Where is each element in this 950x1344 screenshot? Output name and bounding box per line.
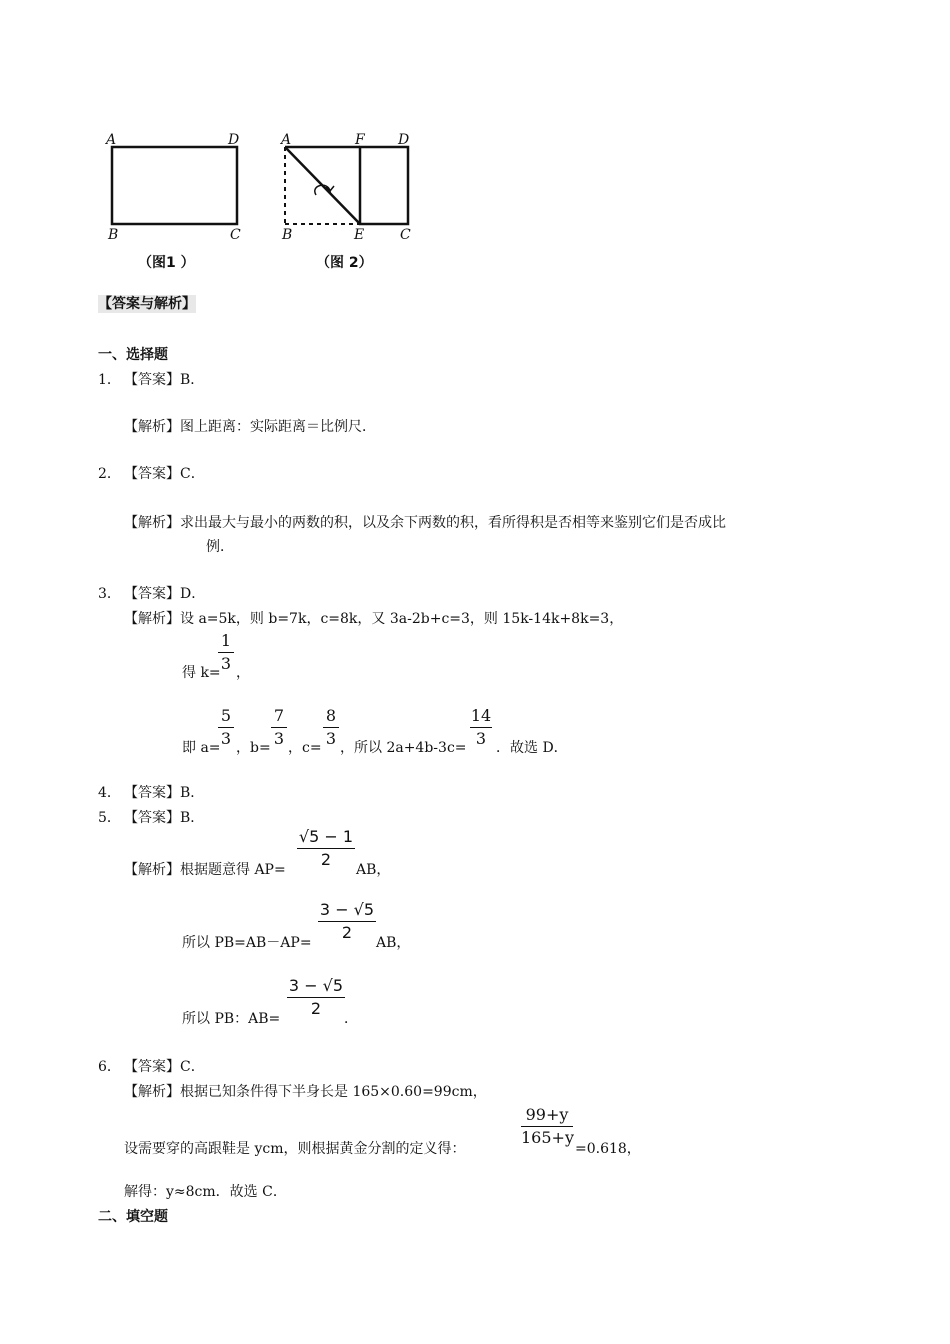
fig2-caption: （图 2） <box>316 255 373 271</box>
q3-k-fraction <box>218 632 234 673</box>
q3-ji-prefix: 即 a= <box>182 740 221 756</box>
q3-b-num: 7 <box>273 706 285 725</box>
q5-line3-suffix: ． <box>344 1011 358 1027</box>
fig1-caption: （图1 ） <box>138 255 195 271</box>
q3-so-prefix: ，所以 2a+4b-3c= <box>340 740 467 756</box>
q5-f1-num: √5 − 1 <box>298 827 354 846</box>
section-title: 【答案与解析】 <box>98 296 196 312</box>
q3-b-fraction <box>271 707 287 748</box>
rectangle-abcd <box>112 147 237 224</box>
q3-c-prefix: ，c= <box>288 740 322 756</box>
part2-heading: 二、填空题 <box>98 1209 168 1225</box>
fig1-label-b: B <box>108 227 119 243</box>
fig2-label-e: E <box>354 227 365 243</box>
q5-f3-den: 2 <box>310 999 322 1018</box>
q3-a-fraction <box>218 707 234 748</box>
q3-b-den: 3 <box>273 729 285 748</box>
q6-golden-fraction <box>521 1106 573 1147</box>
q3-k-den: 3 <box>220 654 232 673</box>
fig2-label-d: D <box>398 132 410 148</box>
fig2-label-c: C <box>400 227 411 243</box>
q3-c-num: 8 <box>325 706 337 725</box>
q3-a-num: 5 <box>220 706 232 725</box>
q5-ratio-fraction <box>287 977 345 1018</box>
q1-analysis: 【解析】图上距离：实际距离＝比例尺． <box>124 419 376 435</box>
rectangle-fecd <box>360 147 408 224</box>
q6-line3: 解得：y≈8cm．故选 C． <box>124 1184 287 1200</box>
q3-b-prefix: ，b= <box>236 740 271 756</box>
q4-answer: 【答案】B． <box>124 785 205 801</box>
q3-end: ．故选 D． <box>496 740 568 756</box>
q5-f3-num: 3 − √5 <box>288 976 344 995</box>
q6-line2-prefix: 设需要穿的高跟鞋是 ycm，则根据黄金分割的定义得： <box>124 1141 466 1157</box>
q5-line1-suffix: AB， <box>356 862 391 878</box>
fig2-label-b: B <box>282 227 293 243</box>
q5-line3-prefix: 所以 PB：AB= <box>182 1011 281 1027</box>
q5-f2-den: 2 <box>341 923 353 942</box>
part1-heading: 一、选择题 <box>98 347 168 363</box>
q3-k-num: 1 <box>220 631 232 650</box>
q3-a-den: 3 <box>220 729 232 748</box>
q4-number: 4． <box>98 785 121 801</box>
q2-analysis-line2: 例． <box>206 539 234 555</box>
q6-line2-suffix: =0.618， <box>575 1141 641 1157</box>
fig1-label-c: C <box>230 227 241 243</box>
q1-number: 1． <box>98 372 121 388</box>
q5-line2-prefix: 所以 PB=AB－AP= <box>182 935 312 951</box>
q3-number: 3． <box>98 586 121 602</box>
q6-analysis-line1: 【解析】根据已知条件得下半身长是 165×0.60=99cm， <box>124 1084 487 1100</box>
q5-ap-fraction <box>297 828 355 869</box>
q3-k-suffix: ， <box>236 665 250 681</box>
q3-r-num: 14 <box>470 706 492 725</box>
q1-answer: 【答案】B． <box>124 372 205 388</box>
q3-result-fraction <box>470 707 492 748</box>
q2-analysis-line1: 【解析】求出最大与最小的两数的积，以及余下两数的积，看所得积是否相等来鉴别它们是否成比 <box>124 515 726 531</box>
q6-answer: 【答案】C． <box>124 1059 205 1075</box>
q3-answer: 【答案】D． <box>124 586 206 602</box>
q5-f1-den: 2 <box>320 850 332 869</box>
fig2-label-a: A <box>281 132 292 148</box>
q6-number: 6． <box>98 1059 121 1075</box>
fig1-label-a: A <box>106 132 117 148</box>
q3-c-fraction <box>323 707 339 748</box>
q3-r-den: 3 <box>475 729 487 748</box>
q5-number: 5． <box>98 810 121 826</box>
q3-analysis-line1: 【解析】设 a=5k，则 b=7k，c=8k，又 3a-2b+c=3，则 15k-14k+8k=3， <box>124 611 624 627</box>
q2-number: 2． <box>98 466 121 482</box>
q3-c-den: 3 <box>325 729 337 748</box>
q5-answer: 【答案】B． <box>124 810 205 826</box>
q5-pb-fraction <box>318 901 376 942</box>
fig2-label-f: F <box>355 132 365 148</box>
q5-f2-num: 3 − √5 <box>319 900 375 919</box>
q6-f-den: 165+y <box>521 1128 574 1147</box>
q5-line2-suffix: AB， <box>376 935 411 951</box>
q3-k-prefix: 得 k= <box>182 665 221 681</box>
q5-line1-prefix: 【解析】根据题意得 AP= <box>124 862 286 878</box>
q2-answer: 【答案】C． <box>124 466 205 482</box>
fig1-label-d: D <box>228 132 240 148</box>
q6-f-num: 99+y <box>525 1105 569 1124</box>
